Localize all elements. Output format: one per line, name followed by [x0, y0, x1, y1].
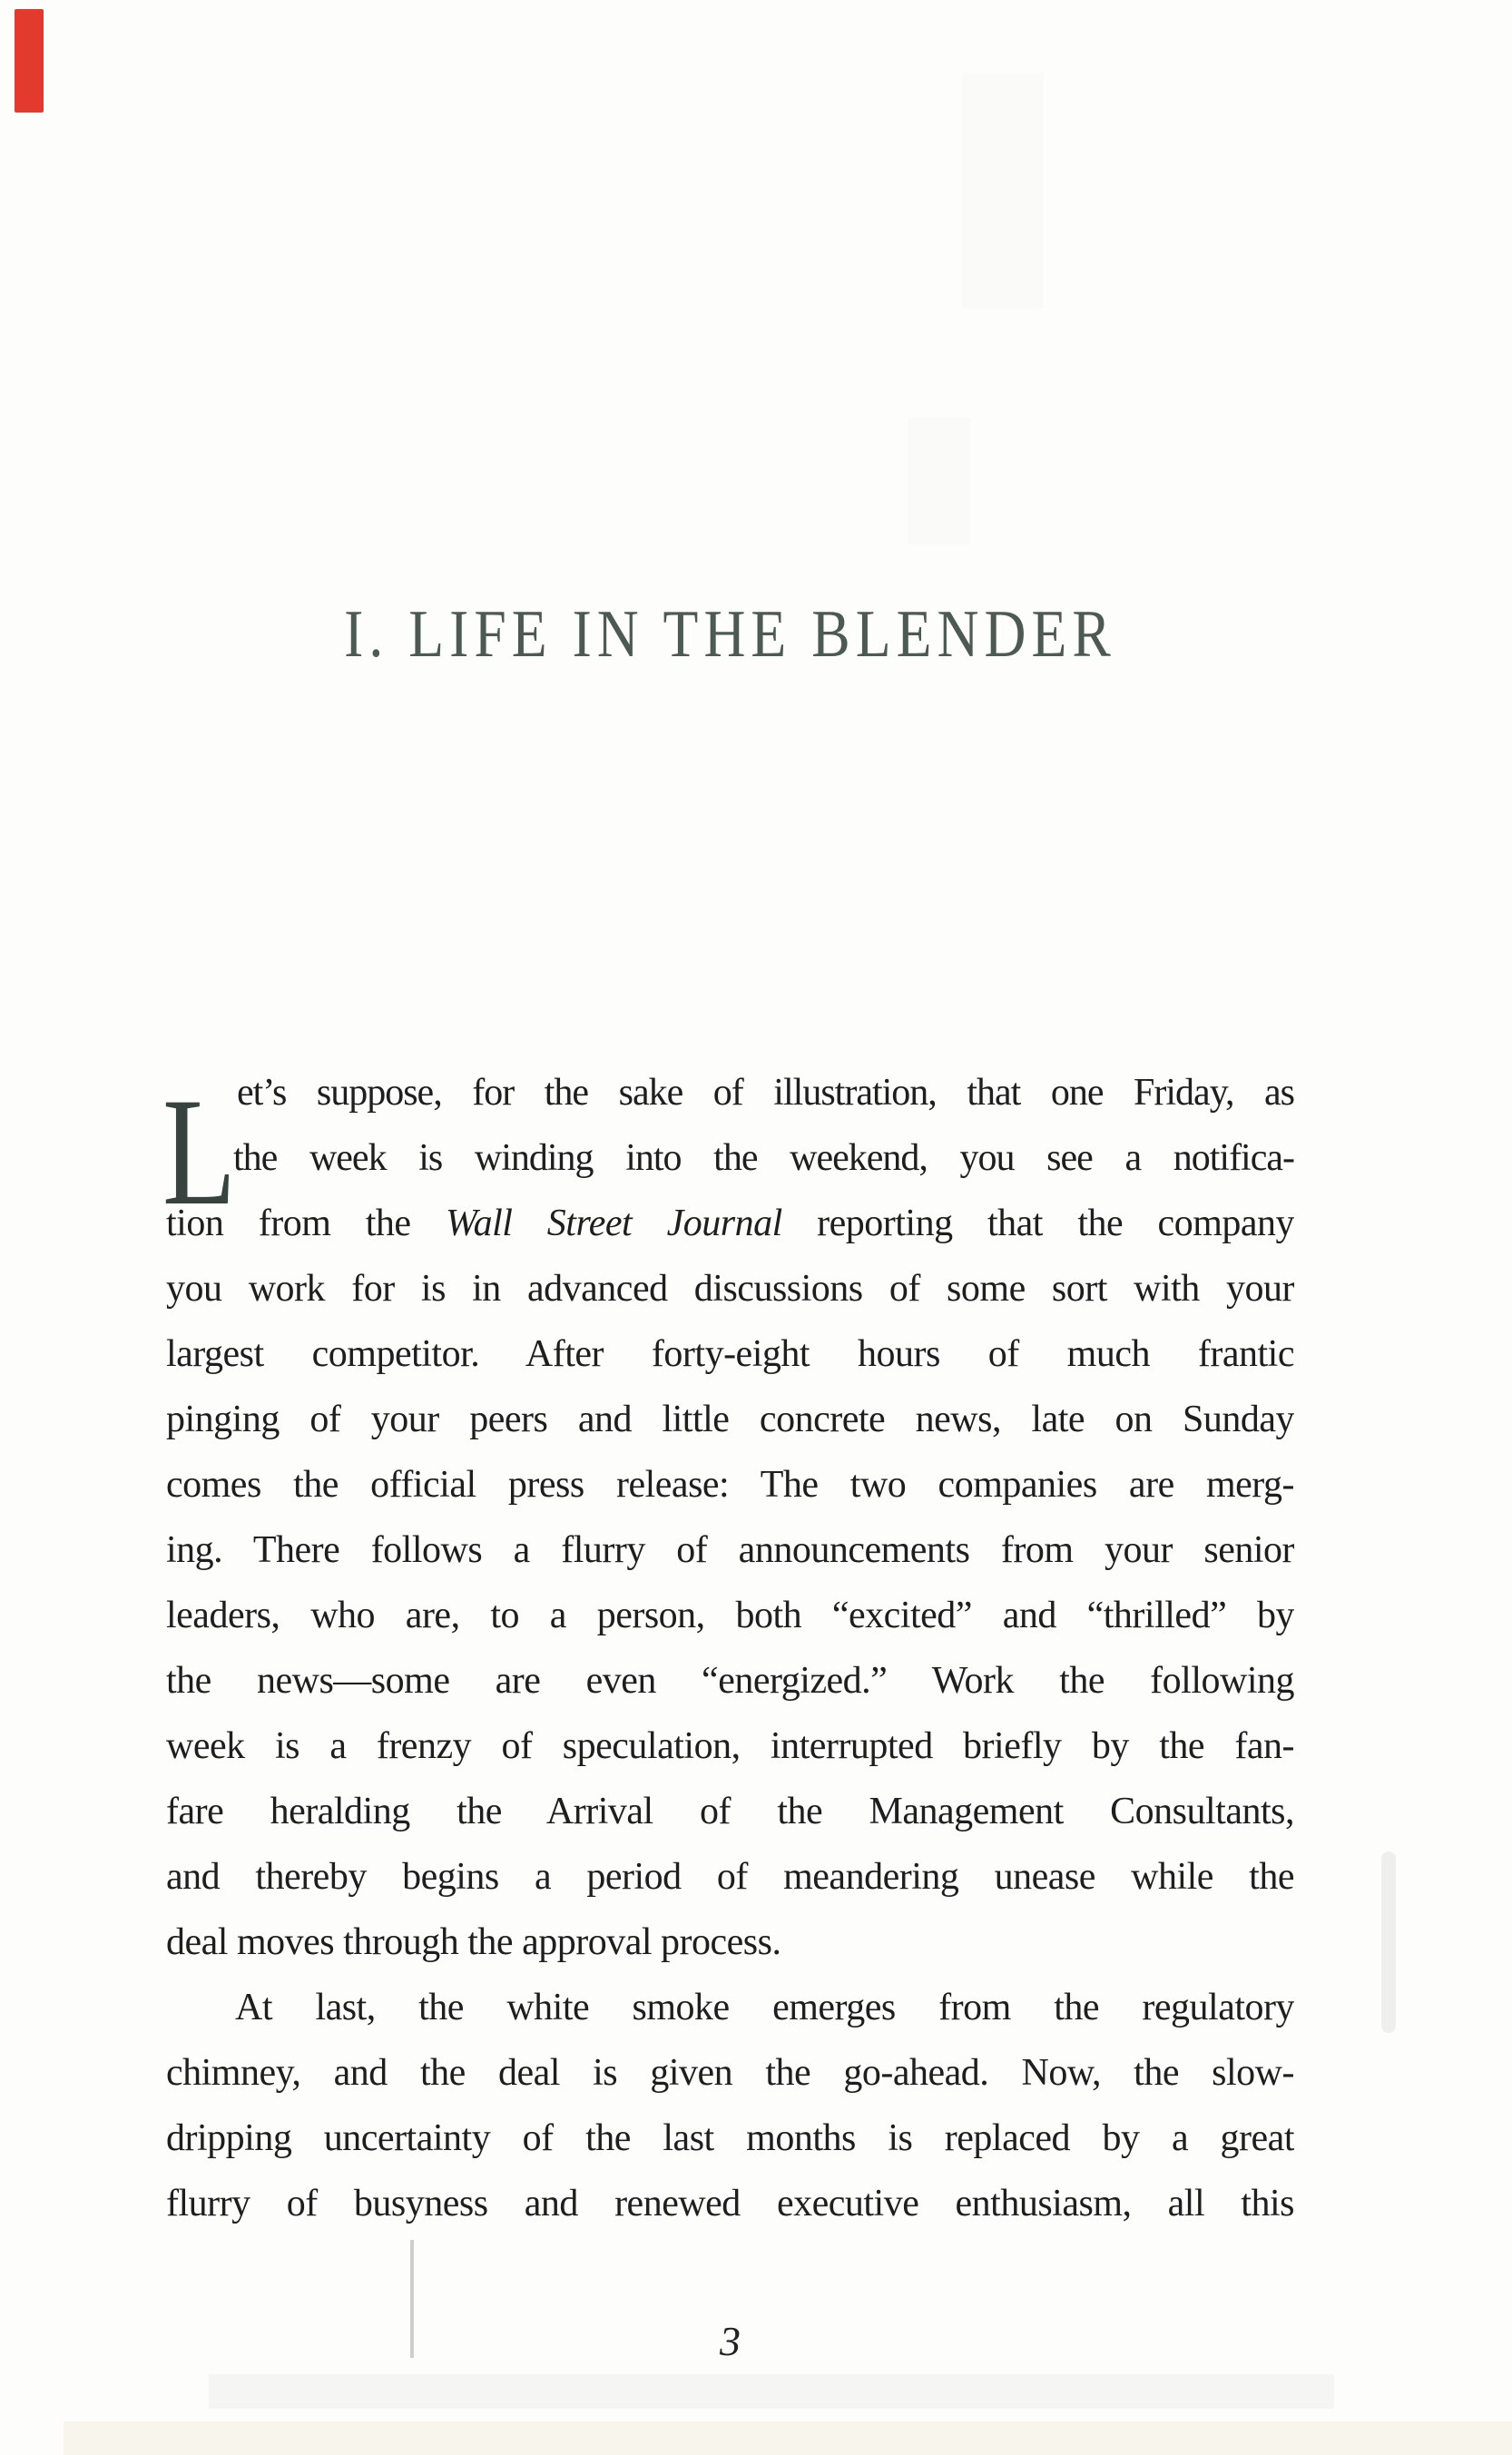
- body-paragraph: [162, 1060, 1294, 2236]
- body-line: pinging of your peers and little concrete news, late on Sunday: [166, 1399, 1294, 1440]
- body-line: et’s suppose, for the sake of illustration, that one Friday, as: [237, 1072, 1294, 1114]
- chapter-title: I. LIFE IN THE BLENDER: [344, 597, 1116, 672]
- scan-artifact: [1381, 1851, 1396, 2033]
- body-line-text: reporting that the company: [781, 1203, 1294, 1244]
- scan-artifact: [209, 2374, 1334, 2409]
- body-line: flurry of busyness and renewed executive enthusiasm, all this: [166, 2183, 1294, 2224]
- drop-cap: L: [162, 1066, 236, 1237]
- body-line: dripping uncertainty of the last months is replaced by a great: [166, 2117, 1294, 2159]
- body-line: week is a frenzy of speculation, interrupted briefly by the fan-: [166, 1725, 1294, 1767]
- scan-artifact: [908, 417, 971, 545]
- body-line: comes the official press release: The two companies are merg-: [166, 1464, 1294, 1506]
- scan-artifact: [64, 2421, 1512, 2455]
- body-line: fare heralding the Arrival of the Management Consultants,: [166, 1791, 1294, 1832]
- body-line: the news—some are even “energized.” Work the following: [166, 1660, 1294, 1702]
- body-line: At last, the white smoke emerges from the regulatory: [235, 1987, 1294, 2028]
- body-line: deal moves through the approval process.: [166, 1921, 781, 1963]
- body-line: leaders, who are, to a person, both “excited” and “thrilled” by: [166, 1595, 1294, 1636]
- body-line: and thereby begins a period of meandering unease while the: [166, 1856, 1294, 1898]
- body-line-text: tion from the: [166, 1203, 446, 1244]
- body-line: you work for is in advanced discussions of some sort with your: [166, 1268, 1294, 1310]
- body-line: largest competitor. After forty-eight hours of much frantic: [166, 1333, 1294, 1375]
- scan-artifact: [962, 73, 1044, 309]
- italic-journal-name: Wall Street Journal: [445, 1203, 782, 1244]
- body-line: chimney, and the deal is given the go-ahead. Now, the slow-: [166, 2052, 1294, 2094]
- body-line: [166, 1191, 1294, 1256]
- page-number: 3: [720, 2318, 741, 2364]
- body-line: ing. There follows a flurry of announcements from your senior: [166, 1529, 1294, 1571]
- red-edge-mark: [15, 9, 44, 113]
- body-line: the week is winding into the weekend, you see a notifica-: [233, 1137, 1294, 1179]
